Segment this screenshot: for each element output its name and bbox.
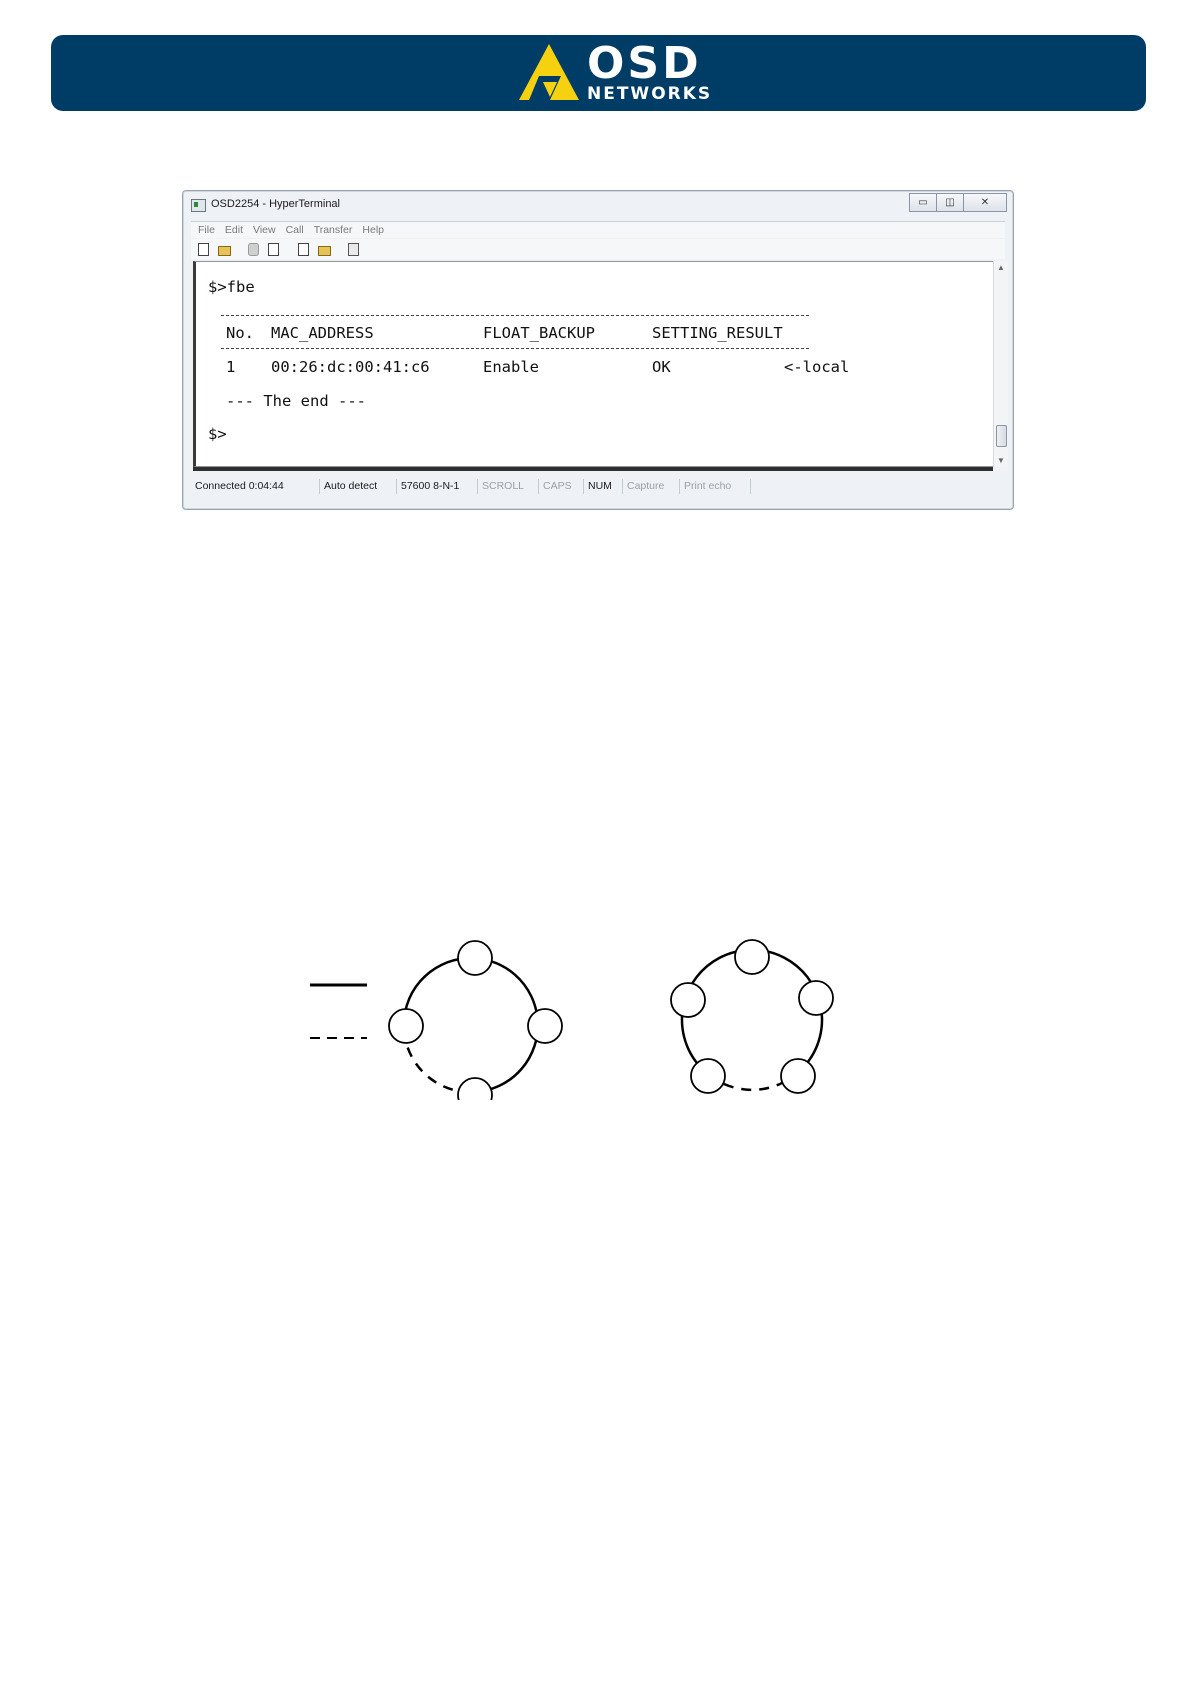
row-mac: 00:26:dc:00:41:c6 — [271, 358, 430, 376]
maximize-icon: ◫ — [945, 197, 955, 208]
status-num: NUM — [584, 479, 623, 494]
node — [389, 1009, 423, 1043]
menu-bar — [191, 221, 1005, 238]
node — [735, 940, 769, 974]
close-icon: ✕ — [980, 197, 990, 208]
ring-diagrams — [300, 920, 860, 1100]
menu-call[interactable]: Call — [285, 224, 304, 236]
logo-subtext: NETWORKS — [587, 84, 713, 104]
menu-help[interactable]: Help — [362, 224, 385, 236]
hyperterminal-window — [182, 190, 1014, 510]
menu-view[interactable]: View — [253, 224, 276, 236]
table-rule-top — [221, 315, 809, 316]
scroll-down-icon[interactable]: ▼ — [997, 456, 1005, 465]
node — [458, 1078, 492, 1100]
send-icon[interactable] — [296, 242, 311, 256]
status-detect: Auto detect — [320, 479, 397, 494]
scroll-up-icon[interactable]: ▲ — [997, 263, 1005, 272]
connect-icon[interactable] — [266, 242, 281, 256]
node — [671, 983, 705, 1017]
ring-dashed-arc — [724, 1084, 780, 1090]
row-result: OK — [652, 358, 671, 376]
toolbar — [191, 239, 1005, 259]
status-print-echo: Print echo — [680, 479, 751, 494]
prompt: $> — [208, 425, 227, 443]
menu-file[interactable]: File — [198, 224, 215, 236]
ring-five-nodes — [671, 940, 833, 1093]
maximize-button[interactable] — [936, 193, 964, 212]
end-text: --- The end --- — [226, 392, 366, 410]
scroll-thumb[interactable] — [996, 425, 1007, 447]
table-rule-bottom — [221, 348, 809, 349]
vertical-scrollbar[interactable] — [993, 261, 1008, 467]
node — [799, 981, 833, 1015]
osd-logo — [517, 38, 717, 104]
status-capture: Capture — [623, 479, 680, 494]
column-setting-result: SETTING_RESULT — [652, 324, 783, 342]
minimize-icon: ▭ — [918, 197, 928, 208]
logo-triangle-icon — [517, 42, 583, 102]
horizontal-scrollbar[interactable] — [193, 467, 993, 471]
legend — [310, 985, 367, 1038]
logo-text: OSD — [587, 38, 702, 89]
open-icon[interactable] — [216, 242, 231, 256]
close-button[interactable] — [963, 193, 1007, 212]
title-bar[interactable] — [183, 191, 1013, 219]
row-float-backup: Enable — [483, 358, 539, 376]
node — [691, 1059, 725, 1093]
column-no: No. — [226, 324, 254, 342]
disconnect-icon[interactable] — [246, 242, 261, 256]
node — [458, 941, 492, 975]
hyperterminal-icon — [191, 199, 206, 212]
status-bar — [191, 477, 1009, 495]
status-connected: Connected 0:04:44 — [191, 479, 320, 494]
command-line: $>fbe — [208, 278, 255, 296]
status-settings: 57600 8-N-1 — [397, 479, 478, 494]
ring-solid-arc — [404, 958, 538, 1092]
status-scroll: SCROLL — [478, 479, 539, 494]
window-title: OSD2254 - HyperTerminal — [211, 198, 340, 210]
column-mac: MAC_ADDRESS — [271, 324, 374, 342]
ring-four-nodes — [389, 941, 562, 1100]
status-caps: CAPS — [539, 479, 584, 494]
properties-icon[interactable] — [346, 242, 361, 256]
terminal-area[interactable] — [193, 261, 995, 467]
menu-transfer[interactable]: Transfer — [313, 224, 353, 236]
node — [781, 1059, 815, 1093]
minimize-button[interactable] — [909, 193, 937, 212]
row-no: 1 — [226, 358, 236, 376]
new-icon[interactable] — [196, 242, 211, 256]
menu-edit[interactable]: Edit — [224, 224, 244, 236]
receive-icon[interactable] — [316, 242, 331, 256]
row-note: <-local — [784, 358, 850, 376]
node — [528, 1009, 562, 1043]
column-float-backup: FLOAT_BACKUP — [483, 324, 595, 342]
